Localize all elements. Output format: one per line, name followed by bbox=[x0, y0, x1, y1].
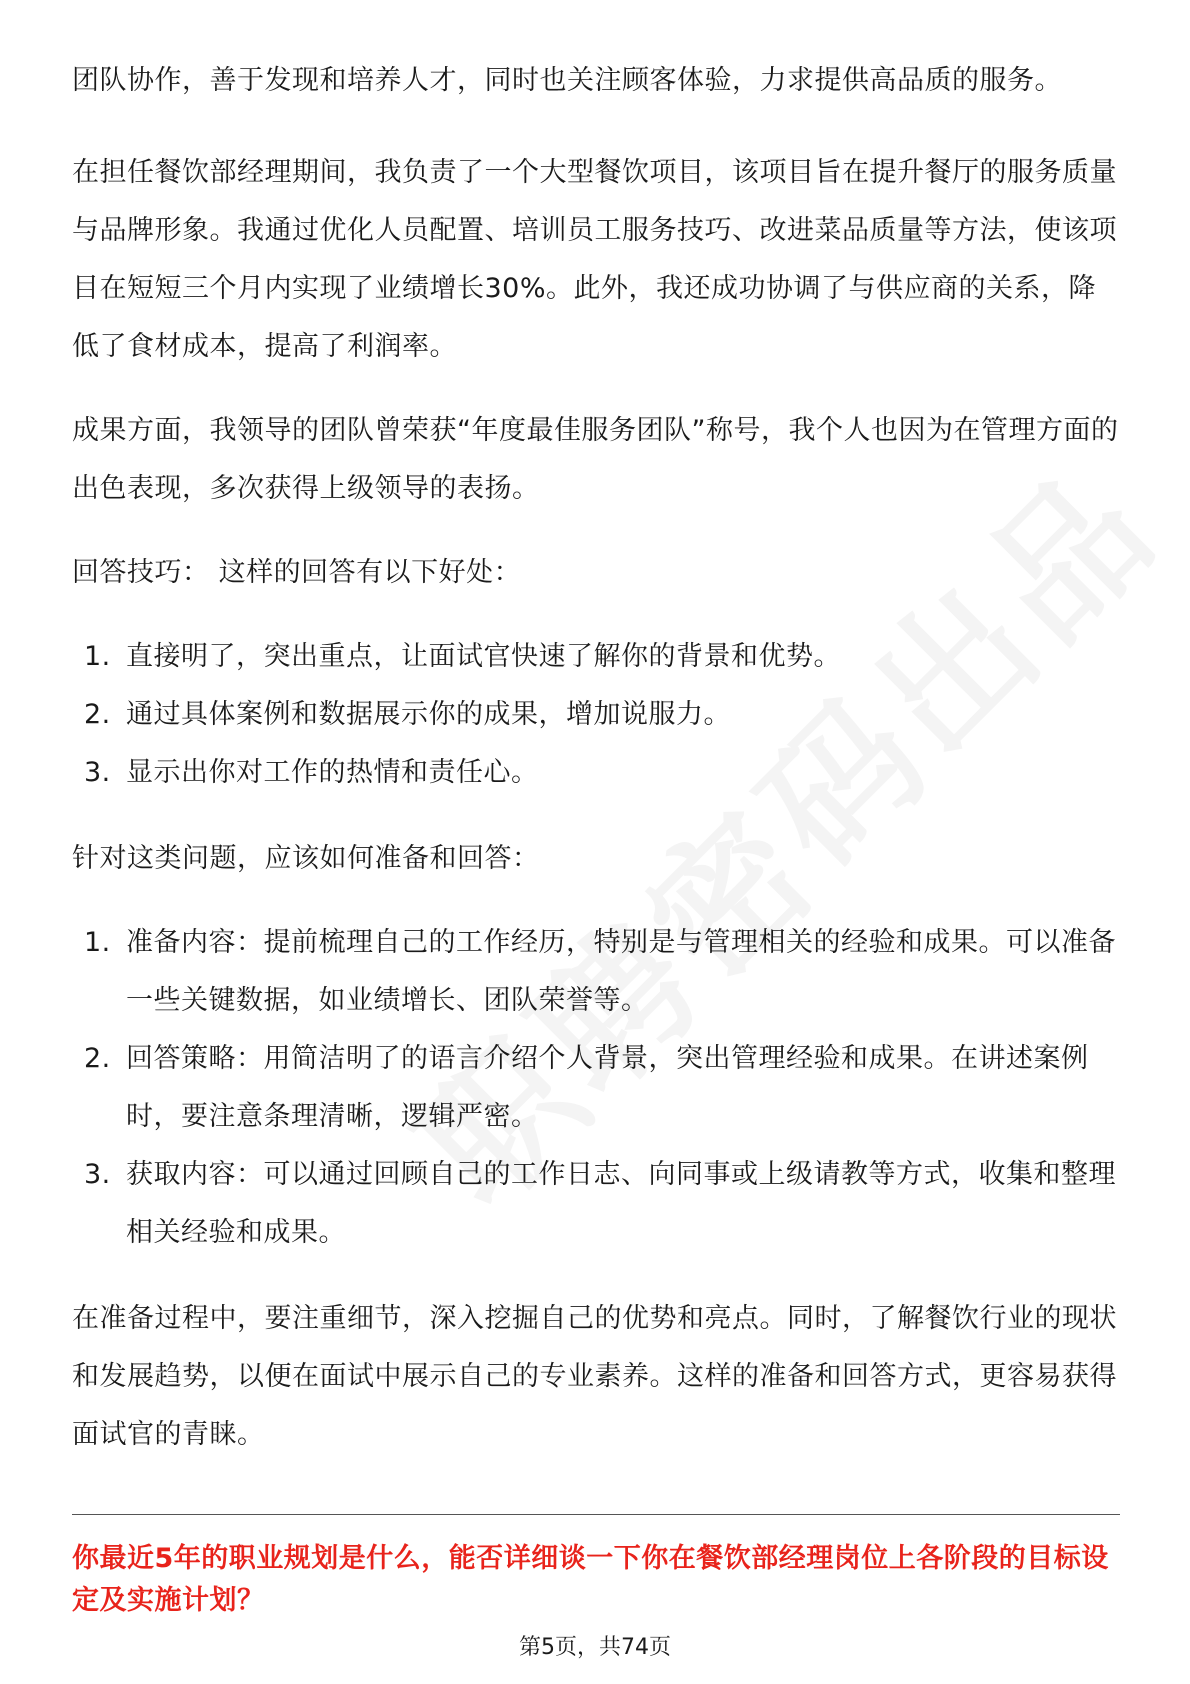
list-item bbox=[72, 686, 1120, 744]
list-item-number: 3. bbox=[84, 1159, 111, 1190]
list-item-number: 3. bbox=[84, 757, 111, 788]
list-item-text: 直接明了，突出重点，让面试官快速了解你的背景和优势。 bbox=[126, 641, 841, 672]
benefits-list bbox=[72, 628, 1120, 802]
list-item-number: 1. bbox=[84, 641, 111, 672]
paragraph-prep-heading: 针对这类问题，应该如何准备和回答： bbox=[72, 843, 540, 874]
page-number: 第5页，共74页 bbox=[519, 1635, 671, 1660]
list-item-text: 通过具体案例和数据展示你的成果，增加说服力。 bbox=[126, 699, 731, 730]
list-item-number: 2. bbox=[84, 1043, 111, 1074]
paragraph-conclusion: 在准备过程中，要注重细节，深入挖掘自己的优势和亮点。同时，了解餐饮行业的现状和发展趋势，以便在面试中展示自己的专业素养。这样的准备和回答方式，更容易获得面试官的青睐。 bbox=[72, 1303, 1117, 1450]
list-item-number: 2. bbox=[84, 699, 111, 730]
list-item-text: 获取内容：可以通过回顾自己的工作日志、向同事或上级请教等方式，收集和整理相关经验和成果。 bbox=[126, 1159, 1116, 1248]
list-item-text: 回答策略：用简洁明了的语言介绍个人背景，突出管理经验和成果。在讲述案例时，要注意条理清晰，逻辑严密。 bbox=[126, 1043, 1089, 1132]
next-question-heading: 你最近5年的职业规划是什么，能否详细谈一下你在餐饮部经理岗位上各阶段的目标设定及实施计划？ bbox=[72, 1543, 1109, 1616]
list-item bbox=[72, 1146, 1120, 1262]
document-body bbox=[72, 52, 1120, 1490]
list-item-number: 1. bbox=[84, 927, 111, 958]
preparation-list bbox=[72, 914, 1120, 1262]
paragraph-project: 在担任餐饮部经理期间，我负责了一个大型餐饮项目，该项目旨在提升餐厅的服务质量与品牌形象。我通过优化人员配置、培训员工服务技巧、改进菜品质量等方法，使该项目在短短三个月内实现了业绩增长30%。此外，我还成功协调了与供应商的关系，降低了食材成本，提高了利润率。 bbox=[72, 157, 1117, 362]
list-item bbox=[72, 914, 1120, 1030]
paragraph-achievements: 成果方面，我领导的团队曾荣获“年度最佳服务团队”称号，我个人也因为在管理方面的出色表现，多次获得上级领导的表扬。 bbox=[72, 415, 1119, 504]
list-item bbox=[72, 1030, 1120, 1146]
list-item-text: 显示出你对工作的热情和责任心。 bbox=[126, 757, 539, 788]
list-item bbox=[72, 744, 1120, 802]
list-item-text: 准备内容：提前梳理自己的工作经历，特别是与管理相关的经验和成果。可以准备一些关键数据，如业绩增长、团队荣誉等。 bbox=[126, 927, 1116, 1016]
list-item bbox=[72, 628, 1120, 686]
paragraph-tips-heading: 回答技巧： 这样的回答有以下好处： bbox=[72, 557, 522, 588]
paragraph-teamwork: 团队协作，善于发现和培养人才，同时也关注顾客体验，力求提供高品质的服务。 bbox=[72, 65, 1062, 96]
section-divider bbox=[72, 1514, 1120, 1515]
